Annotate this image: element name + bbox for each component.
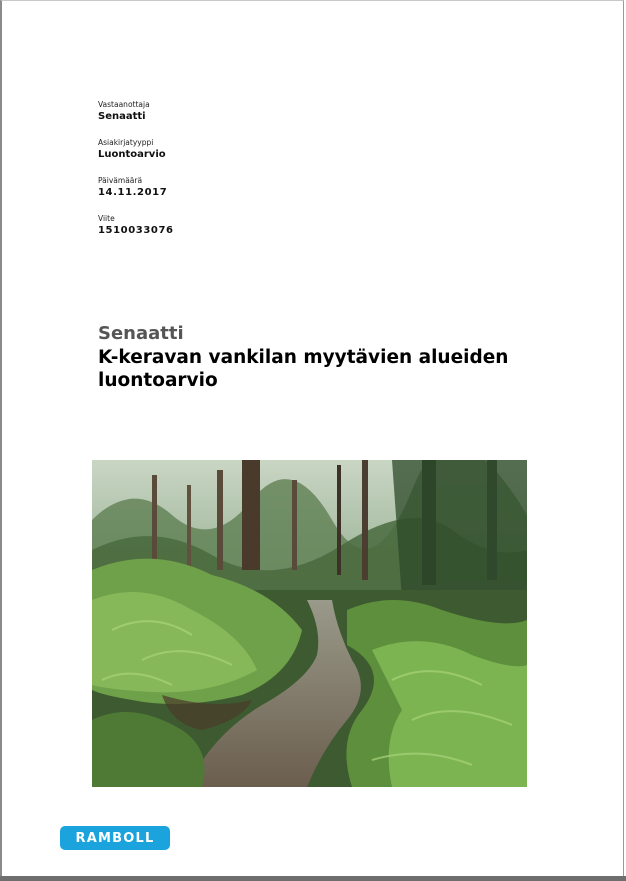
document-title-line-2: luontoarvio <box>98 370 218 391</box>
document-client: Senaatti <box>98 323 184 344</box>
meta-value: 14.11.2017 <box>98 187 168 198</box>
viewer-bottom-edge <box>0 876 626 881</box>
meta-label: Viite <box>98 214 115 223</box>
meta-value: Senaatti <box>98 111 146 122</box>
ramboll-logo <box>60 826 170 850</box>
meta-reference <box>98 214 174 237</box>
meta-label: Asiakirjatyyppi <box>98 138 154 147</box>
cover-photo <box>92 460 527 787</box>
meta-value: 1510033076 <box>98 225 174 236</box>
meta-recipient <box>98 100 174 123</box>
title-block <box>98 322 538 392</box>
document-title-line-1: K-keravan vankilan myytävien alueiden <box>98 347 509 368</box>
meta-label: Päivämäärä <box>98 176 143 185</box>
meta-date <box>98 176 174 199</box>
meta-value: Luontoarvio <box>98 149 166 160</box>
document-metadata <box>98 100 174 252</box>
logo-wordmark: RAMBOLL <box>75 830 155 846</box>
meta-document-type <box>98 138 174 161</box>
meta-label: Vastaanottaja <box>98 100 150 109</box>
